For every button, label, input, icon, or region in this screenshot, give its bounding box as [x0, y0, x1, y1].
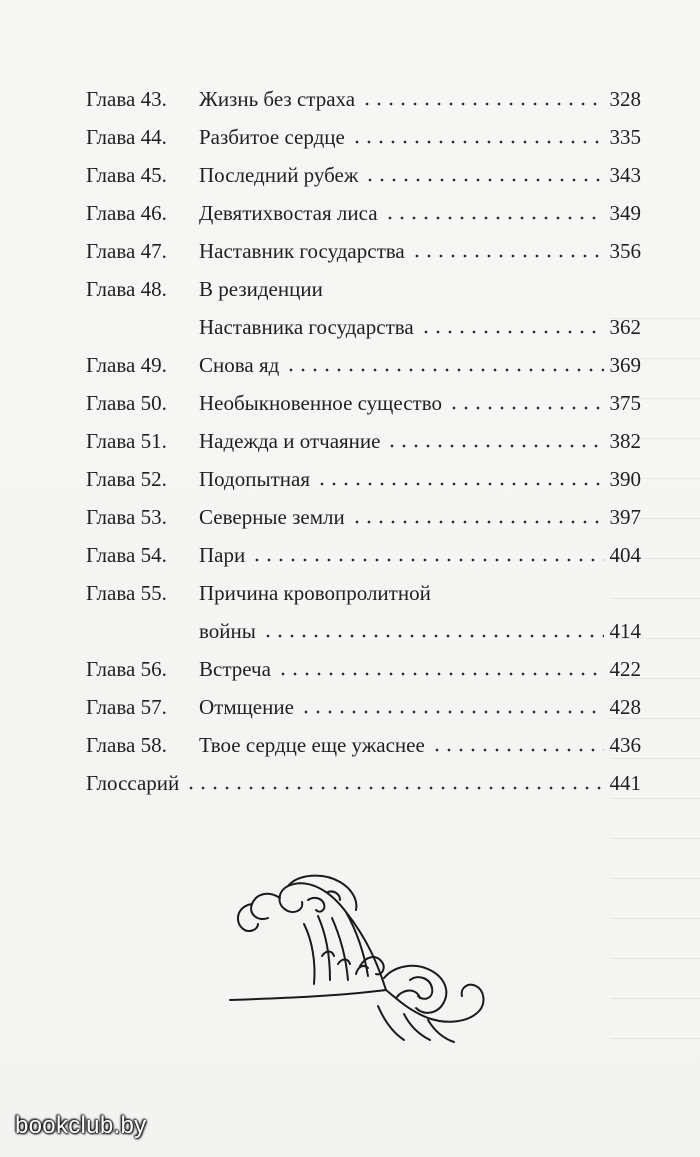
- dot-leader: [316, 481, 604, 487]
- chapter-title: Твое сердце еще ужаснее: [199, 733, 425, 757]
- toc-entry-46[interactable]: [86, 200, 641, 227]
- chapter-number: Глава 46.: [86, 201, 167, 225]
- toc-entry-47[interactable]: [86, 238, 641, 265]
- chapter-title: войны: [199, 619, 256, 643]
- chapter-number: Глава 58.: [86, 733, 167, 757]
- page-number: 436: [609, 733, 641, 757]
- chapter-title: Наставник государства: [199, 239, 405, 263]
- toc-entry-43[interactable]: [86, 86, 641, 113]
- dot-leader: [411, 253, 604, 259]
- chapter-title: Наставника государства: [199, 315, 414, 339]
- page-number: 404: [609, 543, 641, 567]
- toc-entry-54[interactable]: [86, 542, 641, 569]
- dot-leader: [386, 443, 603, 449]
- chapter-number: Глава 47.: [86, 239, 167, 263]
- dot-leader: [351, 139, 604, 145]
- toc-entry-55[interactable]: [86, 580, 641, 645]
- watermark: bookclub.by: [15, 1112, 147, 1139]
- wave-icon: [228, 870, 488, 1045]
- chapter-number: Глава 45.: [86, 163, 167, 187]
- page-number: 382: [609, 429, 641, 453]
- page-number: 414: [609, 619, 641, 643]
- dot-leader: [351, 519, 604, 525]
- toc-entry-50[interactable]: [86, 390, 641, 417]
- page-number: 422: [609, 657, 641, 681]
- dot-leader: [262, 633, 604, 639]
- dot-leader: [185, 785, 603, 791]
- chapter-number: Глава 48.: [86, 277, 167, 301]
- dot-leader: [300, 709, 604, 715]
- chapter-number: Глава 50.: [86, 391, 167, 415]
- page-number: 428: [609, 695, 641, 719]
- chapter-number: Глава 57.: [86, 695, 167, 719]
- chapter-number: Глава 56.: [86, 657, 167, 681]
- chapter-number: Глава 55.: [86, 581, 167, 605]
- page-number: 343: [609, 163, 641, 187]
- chapter-title-line1: Причина кровопролитной: [199, 581, 431, 605]
- toc-entry-57[interactable]: [86, 694, 641, 721]
- toc-entry-53[interactable]: [86, 504, 641, 531]
- table-of-contents: [86, 86, 641, 797]
- chapter-title: Отмщение: [199, 695, 294, 719]
- page-number: 375: [609, 391, 641, 415]
- dot-leader: [431, 747, 604, 753]
- chapter-title: Необыкновенное существо: [199, 391, 442, 415]
- page-number: 390: [609, 467, 641, 491]
- chapter-title: Пари: [199, 543, 246, 567]
- chapter-title: Надежда и отчаяние: [199, 429, 381, 453]
- dot-leader: [364, 177, 603, 183]
- chapter-number: Глава 51.: [86, 429, 167, 453]
- page-number: 356: [609, 239, 641, 263]
- toc-entry-49[interactable]: [86, 352, 641, 379]
- chapter-number: Глава 43.: [86, 87, 167, 111]
- toc-entry-44[interactable]: [86, 124, 641, 151]
- chapter-number: Глава 53.: [86, 505, 167, 529]
- glossary-title: Глоссарий: [86, 771, 180, 795]
- dot-leader: [251, 557, 603, 563]
- page-number: 397: [609, 505, 641, 529]
- page-number: 369: [609, 353, 641, 377]
- dot-leader: [285, 367, 603, 373]
- chapter-title: Подопытная: [199, 467, 310, 491]
- dot-leader: [448, 405, 604, 411]
- chapter-title: Последний рубеж: [199, 163, 359, 187]
- chapter-number: Глава 54.: [86, 543, 167, 567]
- chapter-title-line1: В резиденции: [199, 277, 323, 301]
- toc-entry-56[interactable]: [86, 656, 641, 683]
- chapter-title: Жизнь без страха: [199, 87, 356, 111]
- chapter-title: Разбитое сердце: [199, 125, 345, 149]
- page-number: 328: [609, 87, 641, 111]
- toc-entry-58[interactable]: [86, 732, 641, 759]
- dot-leader: [361, 101, 603, 107]
- chapter-number: Глава 52.: [86, 467, 167, 491]
- toc-entry-45[interactable]: [86, 162, 641, 189]
- toc-entry-48[interactable]: [86, 276, 641, 341]
- chapter-number: Глава 44.: [86, 125, 167, 149]
- toc-entry-51[interactable]: [86, 428, 641, 455]
- chapter-number: Глава 49.: [86, 353, 167, 377]
- dot-leader: [420, 329, 604, 335]
- page-number: 349: [609, 201, 641, 225]
- page-number: 362: [609, 315, 641, 339]
- chapter-title: Снова яд: [199, 353, 280, 377]
- chapter-title: Девятихвостая лиса: [199, 201, 378, 225]
- page-number: 441: [609, 771, 641, 795]
- chapter-title: Встреча: [199, 657, 271, 681]
- toc-entry-glossary[interactable]: [86, 770, 641, 797]
- chapter-title: Северные земли: [199, 505, 345, 529]
- toc-entry-52[interactable]: [86, 466, 641, 493]
- dot-leader: [277, 671, 604, 677]
- dot-leader: [384, 215, 604, 221]
- page-number: 335: [609, 125, 641, 149]
